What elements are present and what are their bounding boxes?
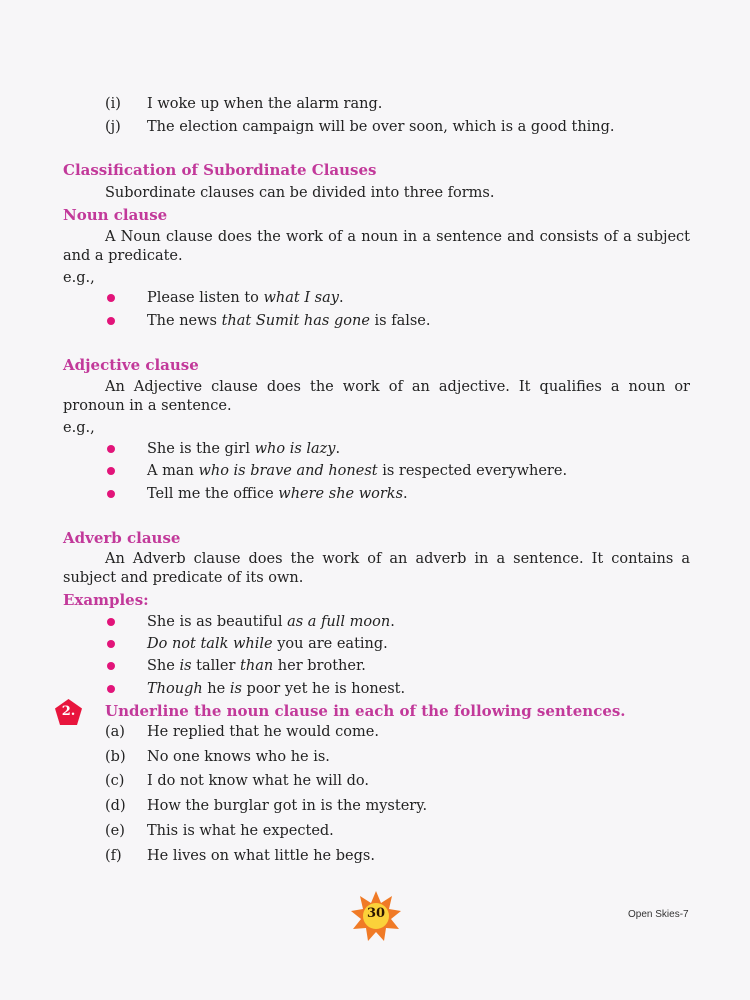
bullet-icon	[107, 445, 115, 453]
adverb-example-4: Though he is poor yet he is honest.	[147, 681, 406, 697]
noun-example-1: Please listen to what I say.	[147, 290, 344, 306]
adverb-example-2: Do not talk while you are eating.	[147, 636, 388, 652]
list-item: I woke up when the alarm rang.	[147, 96, 383, 112]
eg-label: e.g.,	[63, 420, 95, 436]
exercise-item: This is what he expected.	[147, 823, 334, 839]
list-label: (j)	[105, 119, 121, 135]
exercise-label: (d)	[105, 798, 126, 814]
exercise-number-badge	[55, 699, 82, 725]
adjective-example-2: A man who is brave and honest is respected everywhere.	[147, 463, 568, 479]
exercise-item: No one knows who he is.	[147, 749, 330, 765]
section-heading-noun-clause: Noun clause	[63, 206, 168, 224]
bullet-icon	[107, 685, 115, 693]
section-heading-classification: Classification of Subordinate Clauses	[63, 161, 377, 179]
exercise-label: (b)	[105, 749, 126, 765]
bullet-icon	[107, 490, 115, 498]
adjective-clause-paragraph: An Adjective clause does the work of an adjective. It qualifies a noun or pronoun in a sentence.	[63, 379, 690, 414]
exercise-label: (a)	[105, 724, 125, 740]
exercise-label: (c)	[105, 773, 125, 789]
exercise-item: How the burglar got in is the mystery.	[147, 798, 428, 814]
page-number-badge	[351, 891, 401, 941]
exercise-item: He lives on what little he begs.	[147, 848, 375, 864]
adverb-example-3: She is taller than her brother.	[147, 658, 366, 674]
exercise-instruction: Underline the noun clause in each of the following sentences.	[105, 702, 626, 720]
page-number: 30	[366, 906, 386, 921]
adjective-example-3: Tell me the office where she works.	[147, 486, 408, 502]
section-heading-adverb-clause: Adverb clause	[63, 529, 181, 547]
exercise-item: He replied that he would come.	[147, 724, 379, 740]
bullet-icon	[107, 317, 115, 325]
list-item: The election campaign will be over soon, which is a good thing.	[147, 119, 615, 135]
exercise-label: (e)	[105, 823, 125, 839]
noun-clause-paragraph: A Noun clause does the work of a noun in a sentence and consists of a subject and a predicate.	[63, 229, 690, 264]
section-heading-adjective-clause: Adjective clause	[63, 356, 199, 374]
exercise-item: I do not know what he will do.	[147, 773, 369, 789]
eg-label: e.g.,	[63, 270, 95, 286]
bullet-icon	[107, 467, 115, 475]
adverb-example-1: She is as beautiful as a full moon.	[147, 614, 395, 630]
exercise-number: 2.	[61, 704, 76, 719]
bullet-icon	[107, 640, 115, 648]
list-label: (i)	[105, 96, 121, 112]
exercise-label: (f)	[105, 848, 122, 864]
bullet-icon	[107, 662, 115, 670]
book-title: Open Skies-7	[628, 909, 689, 920]
adverb-clause-paragraph: An Adverb clause does the work of an adverb in a sentence. It contains a subject and predicate of its own.	[63, 551, 690, 586]
noun-example-2: The news that Sumit has gone is false.	[147, 313, 431, 329]
examples-heading: Examples:	[63, 591, 149, 609]
adjective-example-1: She is the girl who is lazy.	[147, 441, 341, 457]
bullet-icon	[107, 618, 115, 626]
bullet-icon	[107, 294, 115, 302]
classification-intro: Subordinate clauses can be divided into three forms.	[105, 185, 495, 201]
